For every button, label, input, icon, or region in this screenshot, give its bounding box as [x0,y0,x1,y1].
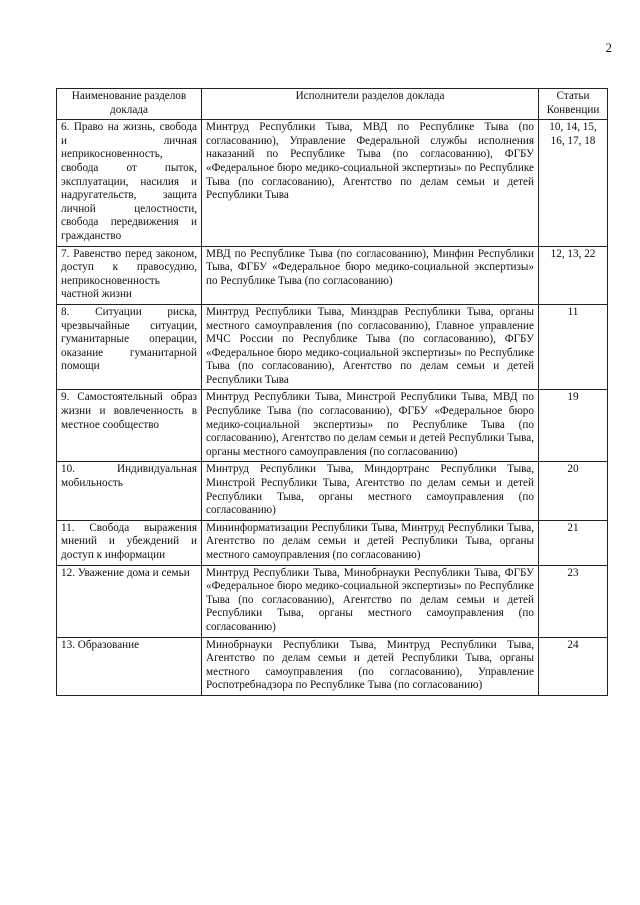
row-articles: 23 [539,565,608,637]
row-articles: 11 [539,304,608,390]
row-executors: Минтруд Республики Тыва, МВД по Республике Тыва (по согласованию), Управление Федеральной службы исполнения наказаний по Республике Тыва (по согласованию), ФГБУ «Федеральное бюро медико-социальной экспертизы» по Республике Тыва (по согласованию), Агентство по делам семьи и детей Республики Тыва [202,120,539,246]
report-sections-table [56,88,608,696]
row-executors: Минтруд Республики Тыва, Минздрав Республики Тыва, органы местного самоуправления (по согласованию), Главное управление МЧС России по Республике Тыва (по согласованию), ФГБУ «Федеральное бюро медико-социальной экспертизы» по Республике Тыва (по согласованию), Агентство по делам семьи и детей Республики Тыва [202,304,539,390]
row-articles: 12, 13, 22 [539,246,608,304]
row-section: 7. Равенство перед законом, доступ к правосудию, неприкосновенность частной жизни [57,246,202,304]
table-row [57,637,608,695]
row-executors: Минтруд Республики Тыва, Миндортранс Республики Тыва, Минстрой Республики Тыва, Агентство по делам семьи и детей Республики Тыва, органы местного самоуправления (по согласованию) [202,462,539,520]
row-executors: Мининформатизации Республики Тыва, Минтруд Республики Тыва, Агентство по делам семьи и детей Республики Тыва, органы местного самоуправления (по согласованию) [202,520,539,565]
row-executors: Минобрнауки Республики Тыва, Минтруд Республики Тыва, Агентство по делам семьи и детей Республики Тыва, органы местного самоуправления (по согласованию), Управление Роспотребнадзора по Республике Тыва (по согласованию) [202,637,539,695]
row-section: 9. Самостоятельный образ жизни и вовлеченность в местное сообщество [57,390,202,462]
row-articles: 20 [539,462,608,520]
row-executors: Минтруд Республики Тыва, Минобрнауки Республики Тыва, ФГБУ «Федеральное бюро медико-социальной экспертизы» по Республике Тыва (по согласованию), Агентство по делам семьи и детей Республики Тыва, органы местного самоуправления (по согласованию) [202,565,539,637]
header-articles: Статьи Конвенции [539,89,608,120]
row-section: 13. Образование [57,637,202,695]
row-section: 10. Индивидуальная мобильность [57,462,202,520]
table-row [57,565,608,637]
table-row [57,246,608,304]
table-row [57,304,608,390]
row-executors: МВД по Республике Тыва (по согласованию), Минфин Республики Тыва, ФГБУ «Федеральное бюро медико-социальной экспертизы» по Республике Тыва (по согласованию) [202,246,539,304]
row-articles: 24 [539,637,608,695]
table-row [57,390,608,462]
table-row [57,462,608,520]
row-section: 6. Право на жизнь, свобода и личная неприкосновенность, свобода от пыток, эксплуатации, насилия и надругательств, защита личной целостности, свобода передвижения и гражданство [57,120,202,246]
table-header-row [57,89,608,120]
table-row [57,520,608,565]
row-section: 8. Ситуации риска, чрезвычайные ситуации, гуманитарные операции, оказание гуманитарной помощи [57,304,202,390]
header-executors: Исполнители разделов доклада [202,89,539,120]
row-articles: 10, 14, 15, 16, 17, 18 [539,120,608,246]
row-section: 11. Свобода выражения мнений и убеждений и доступ к информации [57,520,202,565]
row-section: 12. Уважение дома и семьи [57,565,202,637]
row-articles: 21 [539,520,608,565]
row-articles: 19 [539,390,608,462]
header-section: Наименование разделов доклада [57,89,202,120]
table-row [57,120,608,246]
row-executors: Минтруд Республики Тыва, Минстрой Республики Тыва, МВД по Республике Тыва (по согласованию), ФГБУ «Федеральное бюро медико-социальной экспертизы» по Республике Тыва (по согласованию), Агентство по делам семьи и детей Республики Тыва, органы местного самоуправления (по согласованию) [202,390,539,462]
page-number: 2 [605,40,612,55]
